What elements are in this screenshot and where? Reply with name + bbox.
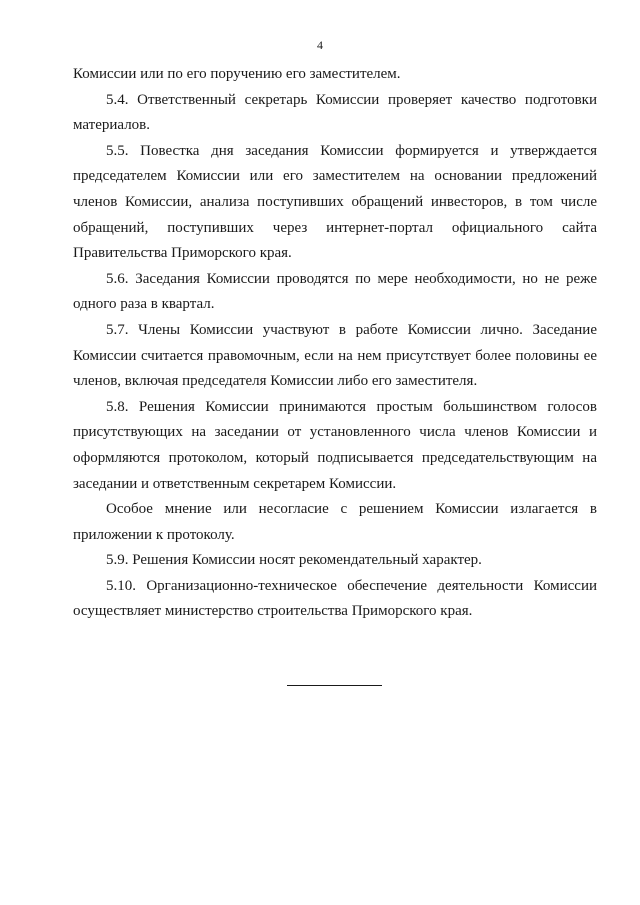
document-body: [73, 62, 597, 625]
paragraph-5-5: 5.5. Повестка дня заседания Комиссии формируется и утверждается председателем Комиссии или его заместителем на основании предложений членов Комиссии, анализа поступивших обращений инвесторов, в том числе обращений, поступивших через интернет-портал официального сайта Правительства Приморского края.: [73, 142, 597, 262]
paragraph-5-6: 5.6. Заседания Комиссии проводятся по мере необходимости, но не реже одного раза в квартал.: [73, 270, 597, 313]
paragraph-continuation: Комиссии или по его поручению его заместителем.: [73, 66, 401, 82]
paragraph-5-10: 5.10. Организационно-техническое обеспечение деятельности Комиссии осуществляет министерство строительства Приморского края.: [73, 577, 597, 620]
end-separator-line: [287, 685, 382, 686]
paragraph-5-8: 5.8. Решения Комиссии принимаются простым большинством голосов присутствующих на заседании от установленного числа членов Комиссии и оформляются протоколом, который подписывается председательствующим на заседании и ответственным секретарем Комиссии.: [73, 398, 597, 492]
page-number: 4: [317, 38, 323, 52]
paragraph-5-7: 5.7. Члены Комиссии участвуют в работе Комиссии лично. Заседание Комиссии считается правомочным, если на нем присутствует более половины ее членов, включая председателя Комиссии либо его заместителя.: [73, 321, 597, 390]
paragraph-5-9: 5.9. Решения Комиссии носят рекомендательный характер.: [106, 552, 482, 569]
paragraph-5-4: 5.4. Ответственный секретарь Комиссии проверяет качество подготовки материалов.: [73, 91, 597, 134]
paragraph-dissent: Особое мнение или несогласие с решением Комиссии излагается в приложении к протоколу.: [73, 501, 597, 543]
